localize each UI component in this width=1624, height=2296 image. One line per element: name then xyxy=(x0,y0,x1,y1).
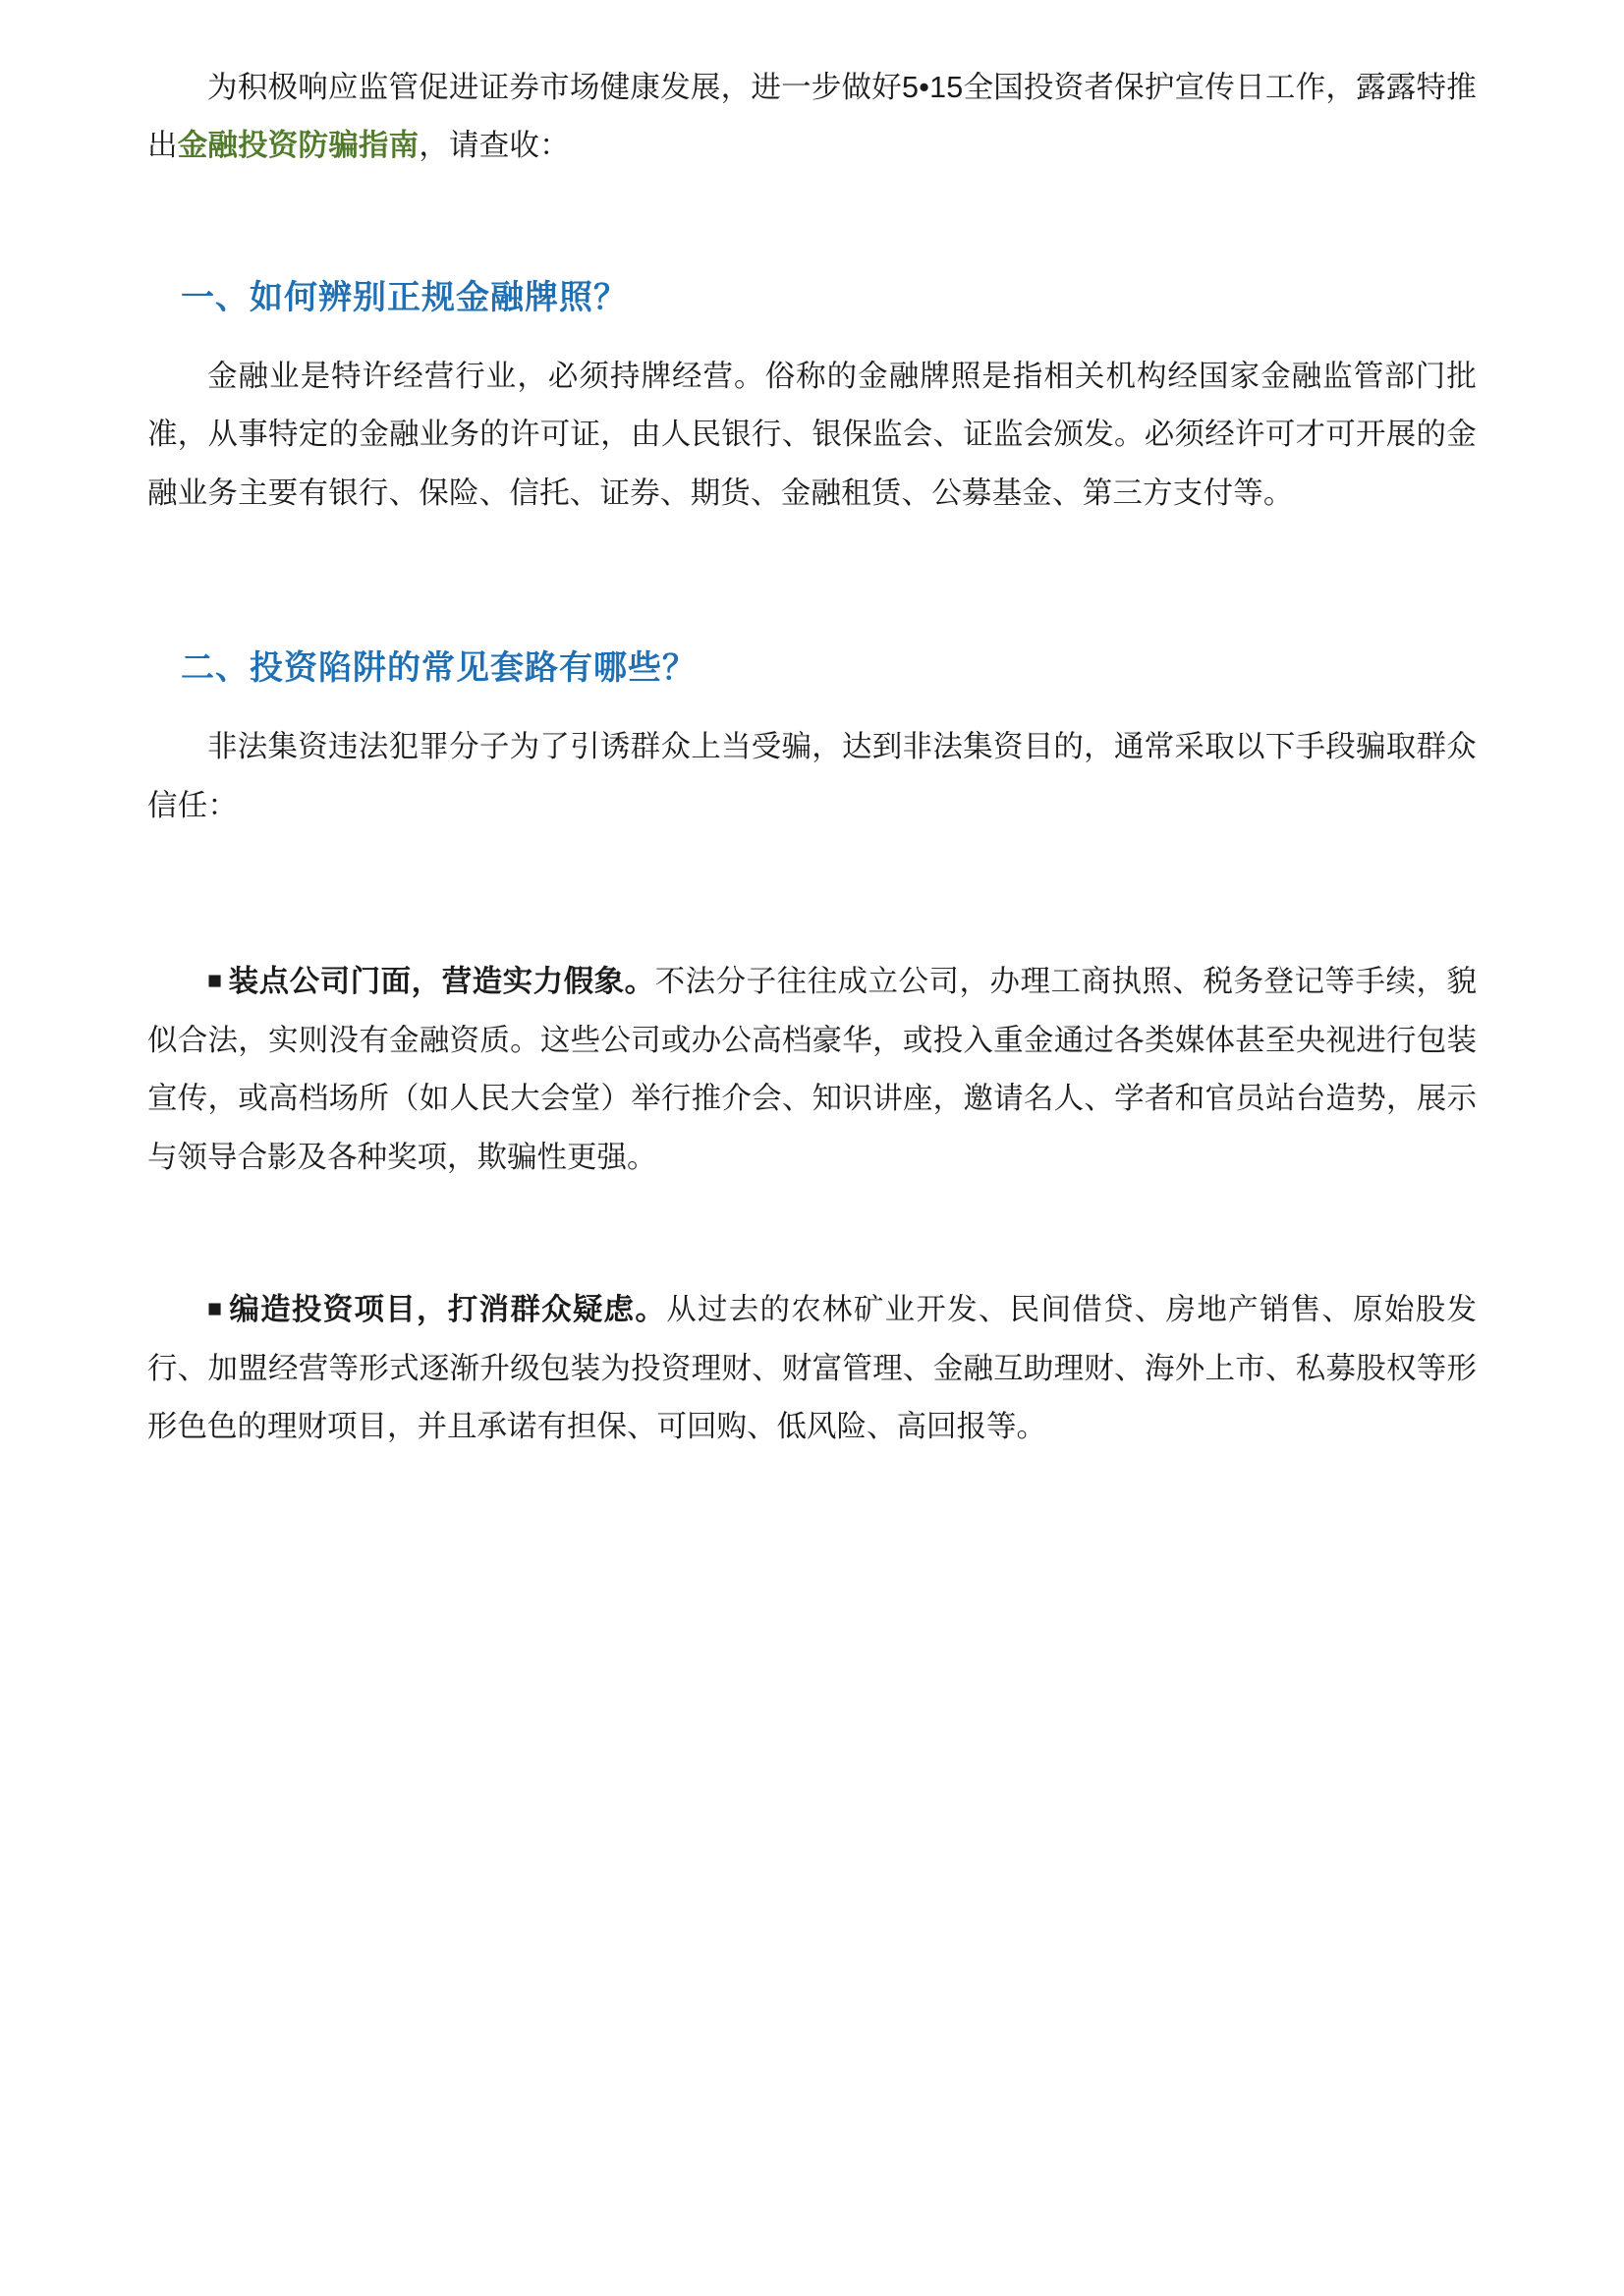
square-bullet-icon: ■ xyxy=(207,967,229,995)
section-body-1: 金融业是特许经营行业，必须持牌经营。俗称的金融牌照是指相关机构经国家金融监管部门批准，从事特定的金融业务的许可证，由人民银行、银保监会、证监会颁发。必须经许可才可开展的金融业务主要有银行、保险、信托、证券、期货、金融租赁、公募基金、第三方支付等。 xyxy=(147,359,1477,510)
intro-text-part1: 为积极响应监管促进证券市场健康发展，进一步做好5•15全国投资者保护宣传日工作，露露特推出 xyxy=(147,71,1477,163)
section-body-2: 非法集资违法犯罪分子为了引诱群众上当受骗，达到非法集资目的，通常采取以下手段骗取群众信任： xyxy=(147,730,1477,822)
intro-text-part2: ，请查收： xyxy=(419,129,570,163)
spacer xyxy=(147,523,1477,641)
spacer xyxy=(147,318,1477,348)
section-heading-2: 二、投资陷阱的常见套路有哪些？ xyxy=(181,649,697,688)
list-item xyxy=(147,1281,1477,1456)
square-bullet-icon: ■ xyxy=(207,1295,230,1323)
section-heading-1: 一、如何辨别正规金融牌照？ xyxy=(181,278,628,316)
spacer xyxy=(147,1187,1477,1281)
spacer xyxy=(147,689,1477,718)
list-item-title: 编造投资项目，打消群众疑虑。 xyxy=(229,1293,667,1327)
spacer xyxy=(147,176,1477,270)
spacer xyxy=(147,835,1477,953)
list-item-text: 从过去的农林矿业开发、民间借贷、房地产销售、原始股发行、加盟经营等形式逐渐升级包装为投资理财、财富管理、金融互助理财、海外上市、私募股权等形形色色的理财项目，并且承诺有担保、可回购、低风险、高回报等。 xyxy=(147,1293,1477,1444)
intro-highlight: 金融投资防骗指南 xyxy=(177,129,420,163)
list-item-title: 装点公司门面，营造实力假象。 xyxy=(228,965,655,999)
list-item xyxy=(147,953,1477,1187)
list-item-text: 不法分子往往成立公司，办理工商执照、税务登记等手续，貌似合法，实则没有金融资质。这些公司或办公高档豪华，或投入重金通过各类媒体甚至央视进行包装宣传，或高档场所（如人民大会堂）举行推介会、知识讲座，邀请名人、学者和官员站台造势，展示与领导合影及各种奖项，欺骗性更强。 xyxy=(147,965,1478,1174)
intro-paragraph xyxy=(147,59,1477,176)
